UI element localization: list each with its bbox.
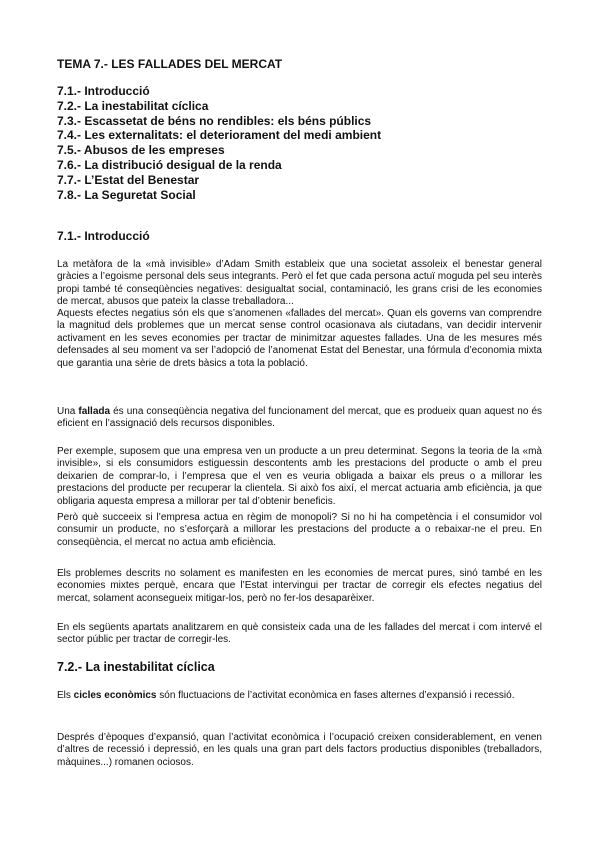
text-run: és una conseqüència negativa del funcionament del mercat, que es produeix quan aquest no és eficient en l’assignació dels recursos disponibles.: [57, 406, 543, 430]
bold-term-fallada: fallada: [78, 406, 111, 417]
toc-item: 7.3.- Escassetat de béns no rendibles: els béns públics: [57, 113, 372, 128]
toc-item: 7.1.- Introducció: [57, 84, 150, 98]
toc-item: 7.6.- La distribució desigual de la renda: [57, 157, 282, 172]
paragraph: [57, 690, 542, 702]
paragraph: La metàfora de la «mà invisible» d’Adam Smith estableix que una societat assoleix el benestar general gràcies a l’egoisme personal dels seus integrants. Però el fet que cada persona actuï moguda pel seu interès propi també té conseqüències negatives: desigualtat social, contaminació, les grans crisi de les economies de mercat, abusos que pateix la classe treballadora...: [57, 259, 542, 308]
paragraph: Per exemple, suposem que una empresa ven un producte a un preu determinat. Segons la teoria de la «mà invisible», si els consumidors estiguessin descontents amb les prestacions del producte o amb el preu deixarien de comprar-lo, i l’empresa que el ven es veuria obligada a baixar els preus o a millorar les prestacions del producte per recuperar la clientela. Si això fos així, el mercat actuaria amb eficiència, ja que obligaria aquesta empresa a millorar per tal d’obtenir beneficis.: [57, 446, 542, 507]
toc-item: 7.5.- Abusos de les empreses: [57, 143, 225, 158]
text-run: Els: [57, 690, 74, 701]
toc-item: 7.2.- La inestabilitat cíclica: [57, 98, 209, 113]
text-run: són fluctuacions de l’activitat econòmica en fases alternes d’expansió i recessió.: [156, 690, 515, 701]
paragraph: [57, 406, 542, 431]
section-heading-inestabilitat: 7.2.- La inestabilitat cíclica: [57, 660, 215, 674]
bold-term-cicles: cicles econòmics: [73, 690, 157, 701]
paragraph: Però què succeeix si l’empresa actua en règim de monopoli? Si no hi ha competència i el consumidor vol consumir un producte, no s’esforçarà a millorar les prestacions del producte a o rebaixar-ne el preu. En conseqüència, el mercat no actua amb eficiència.: [57, 512, 542, 548]
document-title: TEMA 7.- LES FALLADES DEL MERCAT: [57, 57, 283, 71]
paragraph: Els problemes descrits no solament es manifesten en les economies de mercat pures, sinó també en les economies mixtes perquè, encara que l’Estat intervingui per tractar de corregir els efectes negatius del mercat, solament aconsegueix mitigar-los, però no fer-los desaparèixer.: [57, 568, 542, 604]
table-of-contents: [57, 84, 381, 202]
section-heading-introduccio: 7.1.- Introducció: [57, 229, 150, 243]
paragraph: En els següents apartats analitzarem en què consisteix cada una de les fallades del mercat i com intervé el sector públic per tractar de corregir-les.: [57, 622, 542, 646]
toc-item: 7.8.- La Seguretat Social: [57, 187, 196, 202]
text-run: Una: [57, 406, 79, 417]
paragraph: Després d’èpoques d’expansió, quan l’activitat econòmica i l’ocupació creixen considerablement, en venen d’altres de recessió i depressió, en les quals una gran part dels factors productius disponibles (treballadors, màquines...) romanen ociosos.: [57, 732, 542, 768]
toc-item: 7.4.- Les externalitats: el deteriorament del medi ambient: [57, 128, 382, 143]
toc-item: 7.7.- L’Estat del Benestar: [57, 172, 200, 187]
paragraph: Aquests efectes negatius són els que s’anomenen «fallades del mercat». Quan els governs van comprendre la magnitud dels problemes que un mercat sense control ocasionava als ciutadans, van decidir intervenir activament en les seves economies per tractar de minimitzar aquestes fallades. Una de les mesures més defensades al seu moment va ser l’adopció de l’anomenat Estat del Benestar, una fórmula d’economia mixta que garantia una sèrie de drets bàsics a tota la població.: [57, 308, 542, 369]
